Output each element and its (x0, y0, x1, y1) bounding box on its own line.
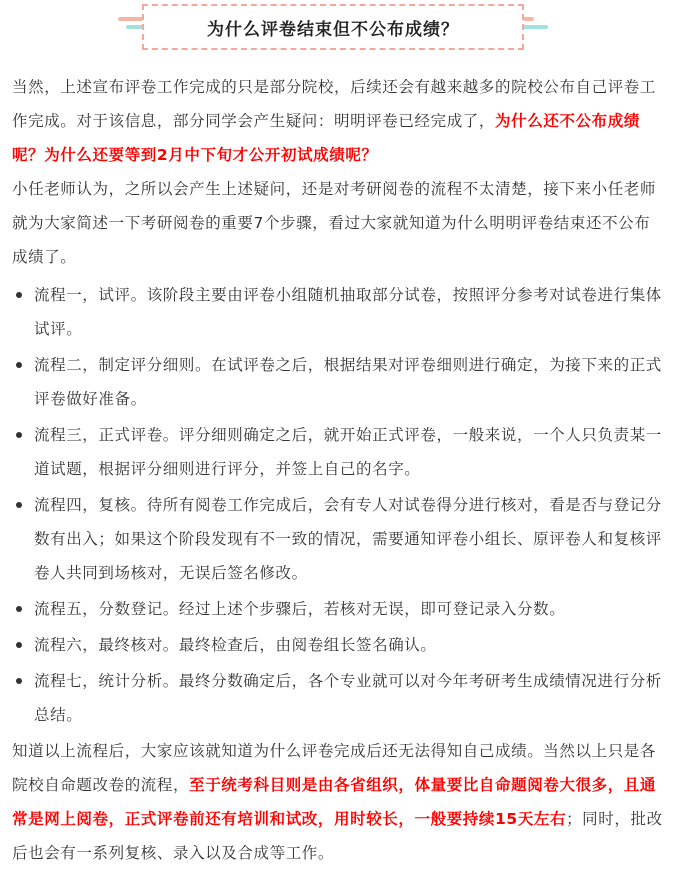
explanation-paragraph: 小任老师认为，之所以会产生上述疑问，还是对考研阅卷的流程不太清楚，接下来小任老师就为大家简述一下考研阅卷的重要7个步骤，看过大家就知道为什么明明评卷结束还不公布成绩了。 (12, 180, 657, 266)
intro-text: 当然，上述宣布评卷工作完成的只是部分院校，后续还会有越来越多的院校公布自己评卷工作完成。对于该信息，部分同学会产生疑问：明明评卷已经完成了， (12, 78, 657, 130)
list-item: 流程四，复核。待所有阅卷工作完成后，会有专人对试卷得分进行核对，看是否与登记分数有出入；如果这个阶段发现有不一致的情况，需要通知评卷小组长、原评卷人和复核评卷人共同到场核对，无误后签名修改。 (12, 488, 664, 590)
title-banner (142, 4, 524, 50)
conclusion-paragraph (12, 734, 664, 870)
list-item: 流程一，试评。该阶段主要由评卷小组随机抽取部分试卷，按照评分参考对试卷进行集体试评。 (12, 278, 664, 346)
conclusion-text: 知道以上流程后，大家应该就知道为什么评卷完成后还无法得知自己成绩。当然以上只是各院校自命题改卷的流程， (12, 742, 657, 794)
steps-list (12, 278, 664, 732)
list-item: 流程五，分数登记。经过上述个步骤后，若核对无误，即可登记录入分数。 (12, 592, 664, 626)
list-item: 流程二，制定评分细则。在试评卷之后，根据结果对评卷细则进行确定，为接下来的正式评卷做好准备。 (12, 348, 664, 416)
article-body (12, 70, 664, 870)
page-title: 为什么评卷结束但不公布成绩？ (207, 19, 459, 40)
list-item: 流程七，统计分析。最终分数确定后，各个专业就可以对今年考研考生成绩情况进行分析总结。 (12, 664, 664, 732)
conclusion-highlight: 至于统考科目则是由各省组织，体量要比自命题阅卷大很多，且通常是网上阅卷，正式评卷前还有培训和试改，用时较长，一般要持续15天左右 (12, 776, 657, 828)
list-item: 流程三，正式评卷。评分细则确定之后，就开始正式评卷，一般来说，一个人只负责某一道试题，根据评分细则进行评分，并签上自己的名字。 (12, 418, 664, 486)
intro-highlight: 为什么还不公布成绩呢？为什么还要等到2月中下旬才公开初试成绩呢？ (12, 112, 640, 164)
intro-paragraph (12, 70, 664, 172)
conclusion-tail: ；同时，批改后也会有一系列复核、录入以及合成等工作。 (12, 810, 663, 862)
list-item: 流程六，最终核对。最终检查后，由阅卷组长签名确认。 (12, 628, 664, 662)
